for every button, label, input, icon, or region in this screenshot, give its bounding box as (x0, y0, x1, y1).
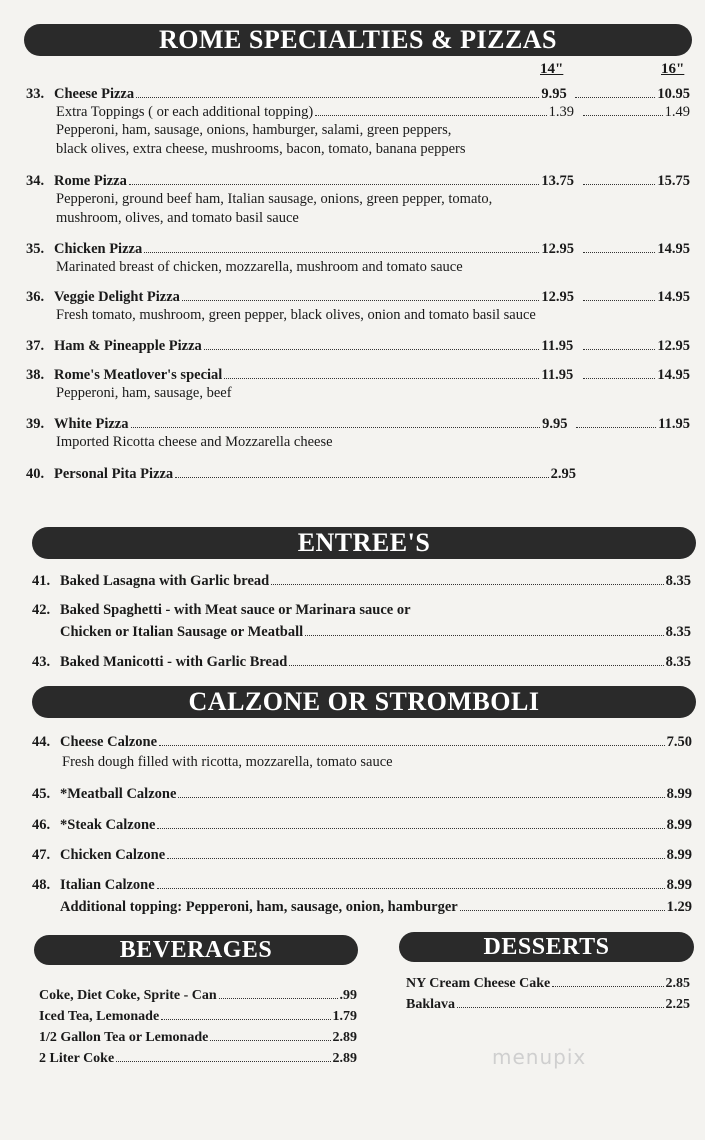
dessert-item (406, 975, 690, 993)
item-name: NY Cream Cheese Cake (406, 976, 551, 991)
dot-leader (576, 427, 656, 428)
dot-leader (583, 349, 655, 350)
menu-item-37 (26, 337, 690, 355)
pizzas-title: ROME SPECIALTIES & PIZZAS (158, 25, 558, 54)
item-name: 1/2 Gallon Tea or Lemonade (39, 1030, 209, 1045)
item-name: 2 Liter Coke (39, 1051, 115, 1066)
item-name: *Steak Calzone (60, 817, 156, 833)
beverage-item (39, 987, 357, 1005)
item-name: Cheese Pizza (54, 86, 135, 102)
beverage-item (39, 1029, 357, 1047)
extra-toppings (26, 103, 690, 159)
item-price: 7.50 (666, 734, 692, 750)
size-16-header: 16" (661, 61, 685, 77)
item-name: Chicken Pizza (54, 241, 143, 257)
dot-leader (136, 97, 539, 98)
menu-item-38 (26, 366, 690, 403)
menu-item-41 (32, 572, 691, 590)
beverages-title: BEVERAGES (119, 937, 273, 963)
dot-leader (178, 797, 664, 798)
menu-item-44 (32, 733, 692, 772)
item-number: 43. (32, 654, 51, 670)
dot-leader (224, 378, 539, 379)
item-price: 8.99 (666, 877, 692, 893)
item-number: 41. (32, 573, 51, 589)
price-14: 9.95 (541, 86, 567, 102)
menu-item-43 (32, 653, 691, 671)
dot-leader (129, 184, 540, 185)
menu-item-35 (26, 240, 690, 277)
dot-leader (210, 1040, 330, 1041)
item-number: 47. (32, 847, 51, 863)
beverages-list (39, 987, 357, 1068)
item-number: 39. (26, 416, 45, 432)
desserts-title: DESSERTS (483, 934, 610, 960)
watermark: menupix (492, 1045, 587, 1069)
dot-leader (583, 115, 663, 116)
dessert-item (406, 996, 690, 1014)
dot-leader (583, 300, 655, 301)
menu-item-48 (32, 876, 692, 916)
menu-item-46 (32, 816, 692, 834)
item-number: 46. (32, 817, 51, 833)
item-description: Marinated breast of chicken, mozzarella, mushroom and tomato sauce (56, 259, 463, 275)
item-name: Cheese Calzone (60, 734, 158, 750)
menu-item-45 (32, 785, 692, 803)
price-14: 9.95 (542, 416, 568, 432)
price-16: 15.75 (657, 173, 690, 189)
price-16: 1.49 (664, 104, 690, 120)
price-16: 14.95 (657, 289, 690, 305)
item-name: Baked Spaghetti - with Meat sauce or Marinara sauce or (60, 602, 411, 618)
dot-leader (159, 745, 665, 746)
item-number: 35. (26, 241, 45, 257)
item-name-line2: Chicken or Italian Sausage or Meatball (60, 624, 304, 640)
item-price: 8.35 (665, 624, 691, 640)
item-description: Pepperoni, ground beef ham, Italian sausage, onions, green pepper, tomato, (56, 191, 493, 207)
dot-leader (144, 252, 539, 253)
price-16: 11.95 (658, 416, 690, 432)
menu-item-39 (26, 415, 690, 452)
item-number: 38. (26, 367, 45, 383)
item-name: Italian Calzone (60, 877, 155, 893)
item-price: 2.89 (332, 1051, 357, 1066)
extra-toppings-label: Extra Toppings ( or each additional topping) (56, 104, 314, 120)
menu-item-47 (32, 846, 692, 864)
item-price: 8.35 (665, 573, 691, 589)
dot-leader (271, 584, 663, 585)
item-price: .99 (339, 988, 357, 1003)
dot-leader (131, 427, 541, 428)
item-number: 40. (26, 466, 45, 482)
desserts-list (406, 975, 690, 1014)
price-14: 2.95 (550, 466, 576, 482)
item-description: Fresh tomato, mushroom, green pepper, black olives, onion and tomato basil sauce (56, 307, 536, 323)
item-name: Rome Pizza (54, 173, 127, 189)
item-number: 33. (26, 86, 45, 102)
size-14-header: 14" (540, 61, 564, 77)
item-description: Pepperoni, ham, sausage, beef (56, 385, 232, 401)
item-name: *Meatball Calzone (60, 786, 177, 802)
price-14: 11.95 (541, 367, 574, 383)
entrees-banner (32, 527, 696, 559)
dot-leader (157, 828, 664, 829)
item-number: 45. (32, 786, 51, 802)
item-price: 8.99 (666, 847, 692, 863)
dot-leader (457, 1007, 663, 1008)
item-description: mushroom, olives, and tomato basil sauce (56, 210, 299, 226)
dot-leader (157, 888, 665, 889)
additional-topping-price: 1.29 (666, 899, 692, 915)
menu-item-42 (32, 601, 691, 641)
price-16: 10.95 (657, 86, 690, 102)
price-14: 12.95 (541, 241, 574, 257)
beverage-item (39, 1050, 357, 1068)
item-description: black olives, extra cheese, mushrooms, bacon, tomato, banana peppers (56, 141, 466, 157)
item-description: Pepperoni, ham, sausage, onions, hamburger, salami, green peppers, (56, 122, 452, 138)
dot-leader (116, 1061, 330, 1062)
price-14: 13.75 (541, 173, 574, 189)
item-description: Fresh dough filled with ricotta, mozzarella, tomato sauce (62, 754, 393, 770)
item-number: 37. (26, 338, 45, 354)
item-name: Ham & Pineapple Pizza (54, 338, 202, 354)
menu-item-36 (26, 288, 690, 325)
calzones-banner (32, 686, 696, 718)
item-number: 42. (32, 602, 51, 618)
item-name: Baklava (406, 997, 456, 1012)
item-price: 8.99 (666, 817, 692, 833)
beverages-banner (34, 935, 358, 965)
item-name: Coke, Diet Coke, Sprite - Can (39, 988, 217, 1003)
additional-topping-label: Additional topping: Pepperoni, ham, sausage, onion, hamburger (60, 899, 458, 915)
dot-leader (552, 986, 663, 987)
item-number: 44. (32, 734, 51, 750)
item-price: 1.79 (332, 1009, 357, 1024)
pizzas-banner (24, 24, 692, 56)
dot-leader (460, 910, 665, 911)
beverage-item (39, 1008, 357, 1026)
dot-leader (583, 252, 655, 253)
dot-leader (204, 349, 540, 350)
calzones-title: CALZONE OR STROMBOLI (188, 687, 540, 716)
dot-leader (219, 998, 338, 999)
menu-item-33 (26, 85, 690, 103)
item-name: White Pizza (54, 416, 129, 432)
dot-leader (175, 477, 548, 478)
dot-leader (583, 184, 655, 185)
item-name: Chicken Calzone (60, 847, 166, 863)
desserts-banner (399, 932, 694, 962)
item-name: Veggie Delight Pizza (54, 289, 180, 305)
price-16: 14.95 (657, 367, 690, 383)
price-14: 1.39 (548, 104, 574, 120)
dot-leader (575, 97, 655, 98)
item-price: 8.99 (666, 786, 692, 802)
dot-leader (315, 115, 546, 116)
item-number: 34. (26, 173, 45, 189)
dot-leader (305, 635, 663, 636)
item-price: 2.89 (332, 1030, 357, 1045)
price-14: 11.95 (541, 338, 574, 354)
item-description: Imported Ricotta cheese and Mozzarella cheese (56, 434, 333, 450)
dot-leader (182, 300, 539, 301)
item-number: 48. (32, 877, 51, 893)
item-price: 2.85 (665, 976, 690, 991)
item-name: Rome's Meatlover's special (54, 367, 223, 383)
item-name: Baked Lasagna with Garlic bread (60, 573, 270, 589)
item-name: Baked Manicotti - with Garlic Bread (60, 654, 288, 670)
item-price: 8.35 (665, 654, 691, 670)
price-14: 12.95 (541, 289, 574, 305)
item-price: 2.25 (665, 997, 690, 1012)
price-16: 14.95 (657, 241, 690, 257)
price-16: 12.95 (657, 338, 690, 354)
entrees-title: ENTREE'S (297, 528, 431, 557)
dot-leader (161, 1019, 330, 1020)
dot-leader (583, 378, 655, 379)
dot-leader (289, 665, 663, 666)
menu-item-34 (26, 172, 690, 228)
item-number: 36. (26, 289, 45, 305)
dot-leader (167, 858, 665, 859)
item-name: Personal Pita Pizza (54, 466, 174, 482)
item-name: Iced Tea, Lemonade (39, 1009, 160, 1024)
menu-item-40 (26, 465, 576, 483)
